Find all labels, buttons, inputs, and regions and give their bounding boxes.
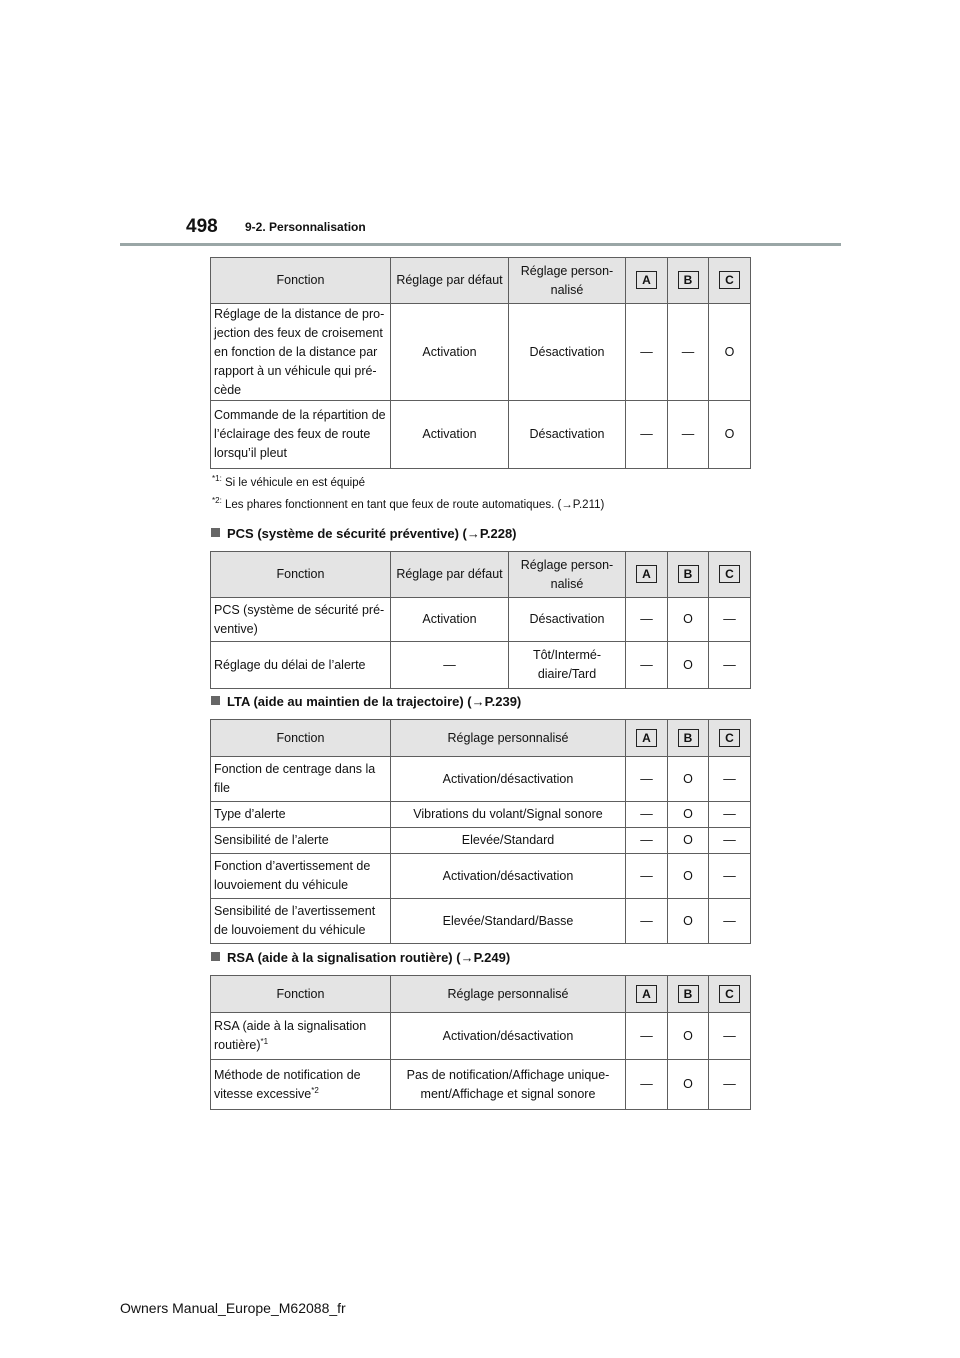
page-number: 498: [186, 216, 218, 237]
table-header-row: [211, 258, 751, 304]
col-b: [668, 258, 709, 304]
box-c-label: C: [719, 271, 740, 289]
col-b: [668, 720, 709, 757]
cell-function-text: RSA (aide à la signalisation routière): [214, 1019, 367, 1052]
table-header-row: [211, 720, 751, 757]
cell-c: —: [709, 642, 751, 689]
footnote-2-text: Les phares fonctionnent en tant que feux de route automatiques. (→P.211): [225, 499, 605, 511]
cell-a: —: [626, 401, 668, 469]
col-c: [709, 258, 751, 304]
cell-c: —: [709, 802, 751, 828]
header-rule: [120, 243, 841, 246]
box-a-label: A: [636, 271, 657, 289]
cell-function: Réglage de la distance de pro-jection des feux de croisement en fonction de la distance par rapport à un véhicule qui pré-cède: [211, 304, 391, 401]
col-c: [709, 720, 751, 757]
box-a-label: A: [636, 565, 657, 583]
cell-a: —: [626, 802, 668, 828]
col-c: [709, 552, 751, 598]
cell-default: Activation: [391, 401, 509, 469]
cell-b: O: [668, 828, 709, 854]
cell-function: [211, 1013, 391, 1060]
box-b-label: B: [678, 271, 699, 289]
table-row: [211, 401, 751, 469]
box-c-label: C: [719, 565, 740, 583]
cell-a: —: [626, 598, 668, 642]
cell-a: —: [626, 1013, 668, 1060]
pcs-heading-text: PCS (système de sécurité préventive) (→P.228): [227, 526, 517, 541]
cell-a: —: [626, 854, 668, 899]
footnote-ref: *1: [260, 1036, 269, 1046]
box-a-label: A: [636, 985, 657, 1003]
col-b: [668, 552, 709, 598]
cell-a: —: [626, 304, 668, 401]
cell-custom: Activation/désactivation: [391, 1013, 626, 1060]
footnote-2-mark: *2:: [212, 496, 222, 506]
cell-custom: Vibrations du volant/Signal sonore: [391, 802, 626, 828]
cell-custom: Elevée/Standard: [391, 828, 626, 854]
cell-custom: Pas de notification/Affichage unique-ment/Affichage et signal sonore: [391, 1060, 626, 1110]
cell-function: Commande de la répartition de l’éclairage des feux de route lorsqu’il pleut: [211, 401, 391, 469]
col-function: Fonction: [211, 976, 391, 1013]
cell-custom: Activation/désactivation: [391, 757, 626, 802]
col-c: [709, 976, 751, 1013]
col-custom: Réglage personnalisé: [391, 976, 626, 1013]
document-footer: Owners Manual_Europe_M62088_fr: [120, 1300, 346, 1316]
box-b-label: B: [678, 729, 699, 747]
cell-a: —: [626, 828, 668, 854]
box-a-label: A: [636, 729, 657, 747]
table-row: [211, 828, 751, 854]
settings-table-lta: [210, 719, 751, 944]
table-row: [211, 598, 751, 642]
table-row: [211, 899, 751, 944]
cell-c: O: [709, 401, 751, 469]
cell-function: Fonction de centrage dans la file: [211, 757, 391, 802]
table-row: [211, 802, 751, 828]
cell-custom: Désactivation: [509, 401, 626, 469]
cell-a: —: [626, 757, 668, 802]
table-row: [211, 757, 751, 802]
col-function: Fonction: [211, 258, 391, 304]
cell-c: —: [709, 598, 751, 642]
settings-table-pcs: [210, 551, 751, 689]
col-a: [626, 976, 668, 1013]
cell-function-text: Méthode de notification de vitesse excessive: [214, 1067, 361, 1101]
cell-custom: Tôt/Intermé-diaire/Tard: [509, 642, 626, 689]
cell-custom: Activation/désactivation: [391, 854, 626, 899]
lta-heading-text: LTA (aide au maintien de la trajectoire) (→P.239): [227, 694, 522, 709]
cell-custom: Elevée/Standard/Basse: [391, 899, 626, 944]
lta-heading: [211, 694, 521, 709]
footnote-1-text: Si le véhicule en est équipé: [225, 477, 366, 489]
cell-b: —: [668, 304, 709, 401]
cell-default: —: [391, 642, 509, 689]
square-bullet-icon: [211, 696, 220, 705]
cell-custom: Désactivation: [509, 304, 626, 401]
cell-b: O: [668, 757, 709, 802]
settings-table-rsa: [210, 975, 751, 1110]
cell-custom: Désactivation: [509, 598, 626, 642]
cell-b: O: [668, 899, 709, 944]
cell-b: O: [668, 1013, 709, 1060]
cell-default: Activation: [391, 598, 509, 642]
footnote-1-mark: *1:: [212, 474, 222, 484]
col-default: Réglage par défaut: [391, 552, 509, 598]
cell-function: [211, 1060, 391, 1110]
square-bullet-icon: [211, 952, 220, 961]
col-function: Fonction: [211, 720, 391, 757]
box-c-label: C: [719, 729, 740, 747]
cell-c: —: [709, 757, 751, 802]
cell-b: O: [668, 598, 709, 642]
cell-c: —: [709, 1060, 751, 1110]
footnote-1: [212, 474, 366, 489]
pcs-heading: [211, 526, 517, 541]
table-header-row: [211, 552, 751, 598]
cell-function: Type d’alerte: [211, 802, 391, 828]
square-bullet-icon: [211, 528, 220, 537]
cell-default: Activation: [391, 304, 509, 401]
section-title: 9-2. Personnalisation: [245, 220, 366, 234]
col-a: [626, 552, 668, 598]
cell-b: —: [668, 401, 709, 469]
cell-b: O: [668, 802, 709, 828]
footnote-ref: *2: [311, 1085, 319, 1095]
col-b: [668, 976, 709, 1013]
col-a: [626, 258, 668, 304]
box-b-label: B: [678, 565, 699, 583]
cell-function: PCS (système de sécurité pré-ventive): [211, 598, 391, 642]
cell-c: —: [709, 854, 751, 899]
table-row: [211, 1013, 751, 1060]
cell-c: —: [709, 899, 751, 944]
cell-a: —: [626, 1060, 668, 1110]
box-c-label: C: [719, 985, 740, 1003]
cell-c: —: [709, 1013, 751, 1060]
col-function: Fonction: [211, 552, 391, 598]
cell-a: —: [626, 642, 668, 689]
cell-function: Réglage du délai de l’alerte: [211, 642, 391, 689]
table-row: [211, 642, 751, 689]
box-b-label: B: [678, 985, 699, 1003]
cell-function: Sensibilité de l’alerte: [211, 828, 391, 854]
footnote-2: [212, 496, 605, 511]
cell-b: O: [668, 642, 709, 689]
cell-function: Fonction d’avertissement de louvoiement du véhicule: [211, 854, 391, 899]
table-row: [211, 854, 751, 899]
col-custom: Réglage personnalisé: [391, 720, 626, 757]
cell-b: O: [668, 1060, 709, 1110]
cell-b: O: [668, 854, 709, 899]
col-custom: Réglage person-nalisé: [509, 552, 626, 598]
settings-table-headlights: [210, 257, 751, 469]
table-header-row: [211, 976, 751, 1013]
col-a: [626, 720, 668, 757]
rsa-heading: [211, 950, 510, 965]
cell-c: —: [709, 828, 751, 854]
cell-function: Sensibilité de l’avertissement de louvoiement du véhicule: [211, 899, 391, 944]
cell-c: O: [709, 304, 751, 401]
cell-a: —: [626, 899, 668, 944]
table-row: [211, 1060, 751, 1110]
table-row: [211, 304, 751, 401]
rsa-heading-text: RSA (aide à la signalisation routière) (→P.249): [227, 950, 511, 965]
col-default: Réglage par défaut: [391, 258, 509, 304]
col-custom: Réglage person-nalisé: [509, 258, 626, 304]
